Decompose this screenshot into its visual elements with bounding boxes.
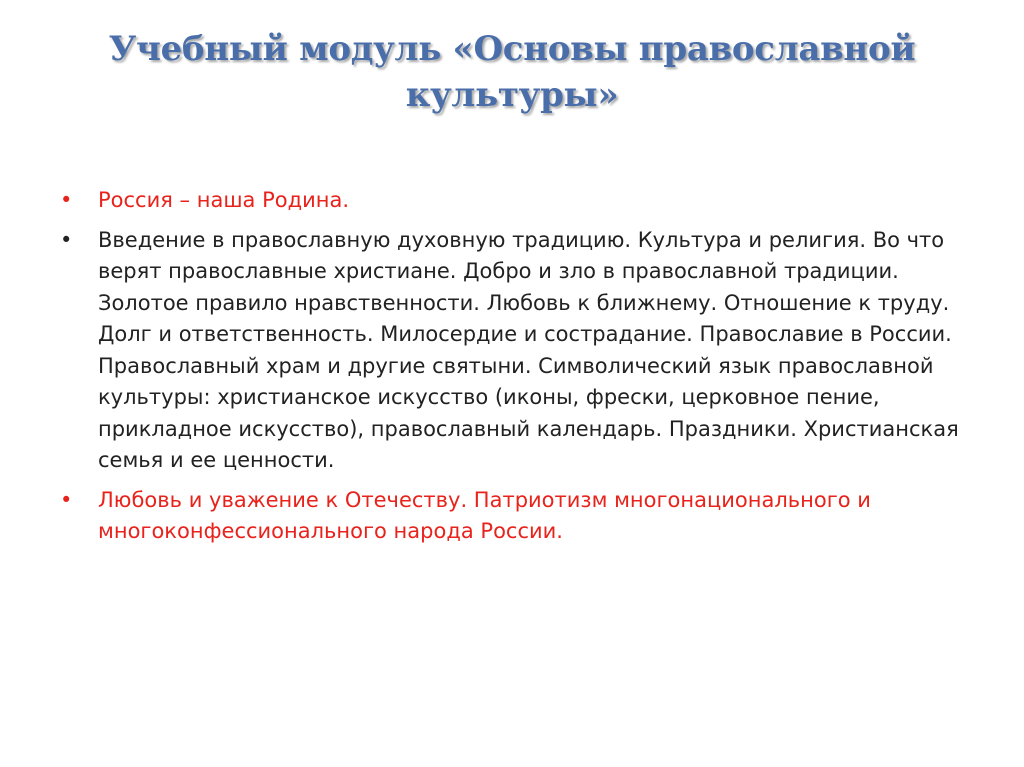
list-item xyxy=(60,185,960,217)
list-item-text: Введение в православную духовную традицию. Культура и религия. Во что верят православные христиане. Добро и зло в православной традиции. Золотое правило нравственности. Любовь к ближнему. Отношение к труду. Долг и ответственность. Милосердие и сострадание. Православие в России. Православный храм и другие святыни. Символический язык православной культуры: христианское искусство (иконы, фрески, церковное пение, прикладное искусство), православный календарь. Праздники. Христианская семья и ее ценности. xyxy=(98,227,959,472)
bullet-icon: • xyxy=(60,487,73,512)
list-item xyxy=(60,485,960,548)
slide-title: Учебный модуль «Основы православной культуры» xyxy=(108,29,916,115)
bullet-icon: • xyxy=(60,188,73,212)
list-item-text: Россия – наша Родина. xyxy=(98,188,350,212)
bullet-icon: • xyxy=(60,227,73,252)
list-item xyxy=(60,225,960,477)
list-item-text: Любовь и уважение к Отечеству. Патриотизм многонационального и многоконфессионального народа России. xyxy=(98,487,871,543)
bullet-list xyxy=(60,185,960,556)
